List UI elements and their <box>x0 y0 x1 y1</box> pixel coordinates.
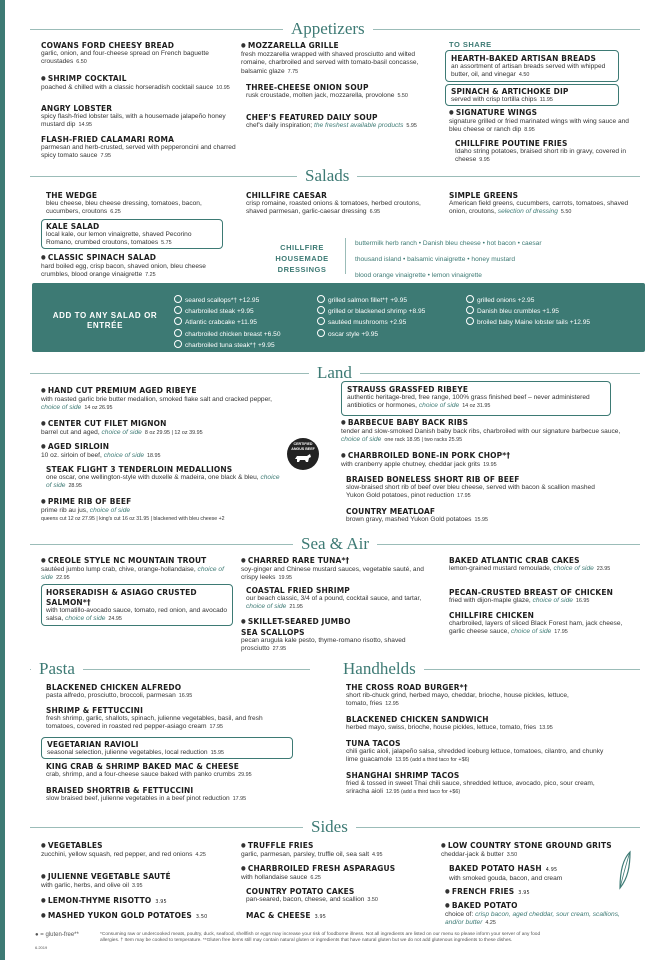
menu-item: COWANS FORD CHEESY BREAD garlic, onion, and four-cheese spread on French baguette croustades 6.50 <box>41 40 209 66</box>
menu-item: ● CHARBROILED BONE-IN PORK CHOP*† with cranberry apple chutney, cheddar jack grits 19.95 <box>341 450 621 469</box>
menu-item: CHEF'S FEATURED DAILY SOUP chef's daily inspiration; the freshest available products 5.95 <box>246 112 417 129</box>
menu-item: ● CLASSIC SPINACH SALAD hard boiled egg, crisp bacon, shaved onion, bleu cheese crumbles, blood orange vinaigrette 7.25 <box>41 252 236 280</box>
appetizers-title: Appetizers <box>283 19 373 39</box>
menu-item: COUNTRY MEATLOAF brown gravy, mashed Yukon Gold potatoes 15.95 <box>346 506 488 523</box>
handhelds-title: Handhelds <box>335 659 424 679</box>
add-on-list: seared scallops*† +12.95 charbroiled steak +9.95 Atlantic crabcake +11.95 charbroiled chicken breast +6.50 charbroiled tuna steak*† +9.95 <box>174 295 280 351</box>
add-on-list: grilled salmon fillet*† +9.95 grilled or blackened shrimp +8.95 sautéed mushrooms +2.95 oscar style +9.95 <box>317 295 425 340</box>
add-on-list: grilled onions +2.95 Danish bleu crumbles +1.95 broiled baby Maine lobster tails +12.95 <box>466 295 590 329</box>
menu-item: STEAK FLIGHT 3 TENDERLOIN MEDALLIONS one oscar, one wellington-style with duxelle & madeira, one black & bleu, choice of side 28.95 <box>46 464 280 490</box>
menu-item: SHRIMP & FETTUCCINI fresh shrimp, garlic, shallots, spinach, julienne vegetables, basil, and fresh tomatoes, covered in roasted red pepper-asiago cream 17.95 <box>46 705 263 731</box>
salads-title: Salads <box>297 166 357 186</box>
menu-item: FLASH-FRIED CALAMARI ROMA parmesan and herb-crusted, served with pepperoncini and charred spicy tomato sauce 7.95 <box>41 134 236 160</box>
menu-item: ● FRENCH FRIES 3.95 <box>445 886 625 898</box>
menu-item: ● HAND CUT PREMIUM AGED RIBEYE with roasted garlic brie butter medallion, smoked flake salt and cracked pepper, choice of side 14 oz 26.95 <box>41 385 286 413</box>
menu-item: ● MOZZARELLA GRILLE fresh mozzarella wrapped with shaved prosciutto and wilted romaine, charbroiled and served with tomato-basil concasse, balsamic glaze 7.75 <box>241 40 436 76</box>
menu-item: ● SKILLET-SEARED JUMBO SEA SCALLOPS pecan arugula kale pesto, thyme-romano risotto, shaved prosciutto 27.95 <box>241 616 441 654</box>
menu-item: ● CREOLE STYLE NC MOUNTAIN TROUT sautéed jumbo lump crab, chive, orange-hollandaise, choice of side 22.95 <box>41 555 236 583</box>
menu-item: ● LOW COUNTRY STONE GROUND GRITS cheddar-jack & butter 3.50 <box>441 840 631 859</box>
menu-item: ● CENTER CUT FILET MIGNON barrel cut and aged, choice of side 8 oz 29.95 | 12 oz 39.95 <box>41 418 286 437</box>
menu-item: KING CRAB & SHRIMP BAKED MAC & CHEESE crab, shrimp, and a four-cheese sauce baked with panko crumbs 29.95 <box>46 761 252 778</box>
menu-item: ● TRUFFLE FRIES garlic, parmesan, parsley, truffle oil, sea salt 4.95 <box>241 840 431 859</box>
menu-item: ● AGED SIRLOIN 10 oz. sirloin of beef, choice of side 18.95 <box>41 441 286 460</box>
footnote: *Consuming raw or undercooked meats, poultry, duck, seafood, shellfish or eggs may increase your risk of foodborne illness. Not all ingredients are listed on our menu so please inform your server of any food allergies. † Item may be cooked to temperature. **Gluten free items still may contain natural gluten or ingredients that have natural gluten but we do not add glutenous ingredients to these dishes. <box>100 932 541 943</box>
dressings-list: buttermilk herb ranch • Danish bleu cheese • hot bacon • caesar thousand island • balsamic vinaigrette • honey mustard blood orange vinaigrette • lemon vinaigrette <box>355 240 542 279</box>
menu-item: THE CROSS ROAD BURGER*† short rib-chuck grind, herbed mayo, cheddar, brioche, house pickles, lettuce, tomato, fries 12.95 <box>346 682 569 708</box>
to-share-heading: TO SHARE <box>449 40 492 49</box>
menu-item: COASTAL FRIED SHRIMP our beach classic, 3/4 of a pound, cocktail sauce, and tartar, choice of side 21.95 <box>246 585 422 611</box>
menu-item: ● BAKED POTATO choice of: crisp bacon, aged cheddar, sour cream, scallions, and/or butter 4.25 <box>445 900 625 928</box>
menu-item: ● SHRIMP COCKTAIL poached & chilled with a classic horseradish cocktail sauce 10.95 <box>41 73 236 92</box>
menu-item-box: VEGETARIAN RAVIOLI seasonal selection, julienne vegetables, local reduction 15.95 <box>41 737 293 759</box>
menu-item: BLACKENED CHICKEN ALFREDO pasta alfredo, prosciutto, broccoli, parmesan 16.95 <box>46 682 193 699</box>
menu-item: CHILLFIRE CAESAR crisp romaine, roasted onions & tomatoes, herbed croutons, shaved parmesan, garlic-caesar dressing 6.95 <box>246 190 421 216</box>
gluten-free-legend: ● = gluten-free** <box>35 932 79 938</box>
menu-item: MAC & CHEESE 3.95 <box>246 910 326 920</box>
menu-item: ● LEMON-THYME RISOTTO 3.95 <box>41 895 241 907</box>
menu-item-box: HEARTH-BAKED ARTISAN BREADS an assortment of artisan breads served with whipped butter, oil, and vinegar 4.50 <box>445 50 619 82</box>
menu-item: BAKED POTATO HASH 4.95 with smoked gouda, bacon, and cream <box>449 863 563 882</box>
menu-item: BLACKENED CHICKEN SANDWICH herbed mayo, swiss, brioche, house pickles, lettuce, tomato, fries 13.95 <box>346 714 553 731</box>
sides-title: Sides <box>303 817 356 837</box>
menu-code: 6.2019 <box>35 945 48 950</box>
menu-item: ● CHARBROILED FRESH ASPARAGUS with hollandaise sauce 6.25 <box>241 863 431 882</box>
menu-item: ● JULIENNE VEGETABLE SAUTÉ with garlic, herbs, and olive oil 3.95 <box>41 871 221 890</box>
add-on-panel <box>32 283 645 352</box>
menu-item-box: STRAUSS GRASSFED RIBEYE authentic heritage-bred, free range, 100% grass finished beef – never administered antibiotics or hormones, choice of side 14 oz 31.95 <box>341 381 611 416</box>
menu-item: SHANGHAI SHRIMP TACOS fried & tossed in sweet Thai chili sauce, shredded lettuce, avocado, pico, sour cream, sriracha aioli 12.95 (add a third taco for +$6) <box>346 770 595 796</box>
menu-item: THREE-CHEESE ONION SOUP rusk croustade, molten jack, mozzarella, provolone 5.50 <box>246 82 408 99</box>
menu-item: ANGRY LOBSTER spicy flash-fried lobster tails, with a housemade jalapeño honey mustard dip 14.95 <box>41 103 226 129</box>
menu-item: COUNTRY POTATO CAKES pan-seared, bacon, cheese, and scallion 3.50 <box>246 886 378 903</box>
menu-item: THE WEDGE bleu cheese, bleu cheese dressing, tomatoes, bacon, cucumbers, croutons 6.25 <box>46 190 202 216</box>
menu-item-box: SPINACH & ARTICHOKE DIP served with crisp tortilla chips 11.95 <box>445 84 619 106</box>
add-on-title: ADD TO ANY SALAD OR ENTRÉE <box>52 311 158 330</box>
land-title: Land <box>309 363 360 383</box>
menu-item: CHILLFIRE CHICKEN charbroiled, layers of sliced Black Forest ham, jack cheese, garlic cheese sauce, choice of side 17.95 <box>449 610 623 636</box>
menu-item: SIMPLE GREENS American field greens, cucumbers, carrots, tomatoes, shaved onion, croutons, selection of dressing 5.50 <box>449 190 629 216</box>
menu-item: PECAN-CRUSTED BREAST OF CHICKEN fried with dijon-maple glaze, choice of side 16.95 <box>449 587 614 604</box>
sea-air-title: Sea & Air <box>293 534 377 554</box>
menu-item: CHILLFIRE POUTINE FRIES Idaho string potatoes, braised short rib in gravy, covered in cheese 9.95 <box>455 138 627 164</box>
menu-item: BRAISED BONELESS SHORT RIB OF BEEF slow-braised short rib of beef over bleu cheese, served with bacon & scallion mashed Yukon Gold potatoes, pinot reduction 17.95 <box>346 474 595 500</box>
menu-item: ● VEGETABLES zucchini, yellow squash, red pepper, and red onions 4.25 <box>41 840 221 859</box>
menu-item: BAKED ATLANTIC CRAB CAKES lemon-grained mustard remoulade, choice of side 23.95 <box>449 555 611 572</box>
menu-item: ● CHARRED RARE TUNA*† soy-ginger and Chinese mustard sauces, vegetable sauté, and crispy leeks 19.95 <box>241 555 441 583</box>
menu-item: BRAISED SHORTRIB & FETTUCCINI slow braised beef, julienne vegetables in a beef pinot reduction 17.95 <box>46 785 247 802</box>
menu-item-box: HORSERADISH & ASIAGO CRUSTED SALMON*† with tomatillo-avocado sauce, tomato, red onion, and avocado salsa, choice of side 24.95 <box>41 584 233 626</box>
menu-item: TUNA TACOS chili garlic aioli, jalapeño salsa, shredded iceburg lettuce, tomatoes, cilantro, and chunky lime guacamole 13.95 (add a third taco for +$6) <box>346 738 604 764</box>
menu-item: ● BARBECUE BABY BACK RIBS tender and slow-smoked Danish baby back ribs, charbroiled with our signature barbecue sauce, choice of side one rack 18.95 | two racks 25.95 <box>341 417 621 445</box>
menu-item: ● SIGNATURE WINGS signature grilled or fried marinated wings with wing sauce and bleu cheese or ranch dip 8.95 <box>449 107 629 135</box>
menu-item: ● PRIME RIB OF BEEF prime rib au jus, choice of side queens cut 12 oz 27.95 | king's cut 16 oz 31.95 | blackened with bleu cheese +2 <box>41 496 286 524</box>
certified-angus-beef-logo: CERTIFIED ANGUS BEEF <box>287 438 319 470</box>
menu-item-box: KALE SALAD local kale, our lemon vinaigrette, shaved Pecorino Romano, crumbed croutons, tomatoes 5.75 <box>41 219 223 249</box>
pasta-title: Pasta <box>31 659 83 679</box>
leaf-icon <box>618 850 632 890</box>
menu-item: ● MASHED YUKON GOLD POTATOES 3.50 <box>41 910 241 922</box>
dressings-heading: CHILLFIRE HOUSEMADE DRESSINGS <box>275 243 329 274</box>
